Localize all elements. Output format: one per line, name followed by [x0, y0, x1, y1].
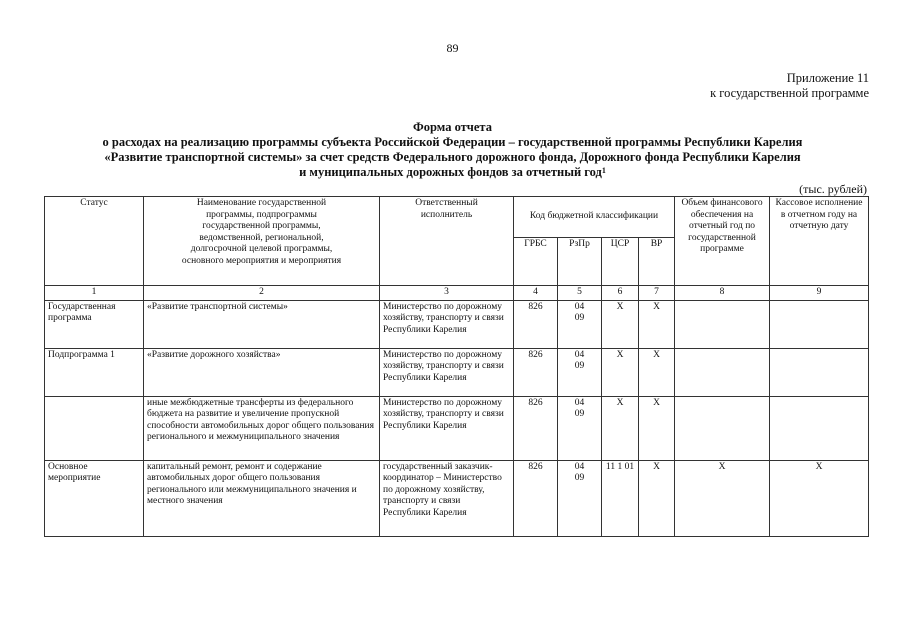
col-number: 7: [639, 286, 675, 301]
report-title: [0, 120, 905, 180]
row-name: «Развитие транспортной системы»: [144, 300, 380, 348]
header-grbs: ГРБС: [514, 238, 558, 286]
row-rzpr-section: 04: [574, 349, 585, 360]
row-volume: [675, 396, 770, 460]
col-number: 1: [45, 286, 144, 301]
row-vr: Х: [639, 460, 675, 536]
row-grbs: 826: [514, 460, 558, 536]
row-rzpr-section: 04: [574, 461, 585, 472]
row-cash: [770, 348, 869, 396]
row-name: «Развитие дорожного хозяйства»: [144, 348, 380, 396]
row-volume: [675, 348, 770, 396]
row-csr: Х: [602, 348, 639, 396]
header-volume: Объем финансового обеспечения на отчетный год по государственной программе: [675, 197, 770, 286]
row-cash: [770, 300, 869, 348]
row-csr: 11 1 01: [602, 460, 639, 536]
row-responsible: государственный заказчик-координатор – Министерство по дорожному хозяйству, транспорту и связи Республики Карелия: [380, 460, 514, 536]
row-rzpr-subsection: 09: [574, 313, 585, 323]
table-row: [45, 396, 869, 460]
row-rzpr-section: 04: [574, 397, 585, 408]
title-line-1: Форма отчета: [413, 120, 492, 134]
row-name: капитальный ремонт, ремонт и содержание автомобильных дорог общего пользования регионального или межмуниципального значения и местного значения: [144, 460, 380, 536]
row-rzpr-subsection: 09: [574, 361, 585, 371]
col-number: 3: [380, 286, 514, 301]
row-cash: Х: [770, 460, 869, 536]
title-line-3: «Развитие транспортной системы» за счет средств Федерального дорожного фонда, Дорожного фонда Республики Карелия: [104, 150, 801, 164]
col-number: 9: [770, 286, 869, 301]
row-volume: Х: [675, 460, 770, 536]
row-name: иные межбюджетные трансферты из федерального бюджета на развитие и увеличение пропускной способности автомобильных дорог общего пользования регионального и межмуниципального значения: [144, 396, 380, 460]
row-status: [45, 396, 144, 460]
col-number: 6: [602, 286, 639, 301]
col-number: 5: [558, 286, 602, 301]
header-rzpr: РзПр: [558, 238, 602, 286]
col-number: 4: [514, 286, 558, 301]
appendix-line-1: Приложение 11: [786, 71, 869, 85]
header-name: Наименование государственной программы, подпрограммы государственной программы, ведомственной, региональной, долгосрочной целевой программы, основного мероприятия и мероприятия: [144, 197, 380, 286]
row-status: Основное мероприятие: [45, 460, 144, 536]
page-number: 89: [446, 41, 459, 55]
row-grbs: 826: [514, 396, 558, 460]
header-vr: ВР: [639, 238, 675, 286]
row-cash: [770, 396, 869, 460]
row-vr: Х: [639, 396, 675, 460]
header-cash: Кассовое исполнение в отчетном году на отчетную дату: [770, 197, 869, 286]
col-number: 2: [144, 286, 380, 301]
title-line-4: [0, 165, 905, 180]
title-line-2: о расходах на реализацию программы субъекта Российской Федерации – государственной программы Республики Карелия: [102, 135, 803, 149]
appendix-label: [710, 71, 869, 101]
table-row: [45, 300, 869, 348]
report-table: [44, 196, 869, 537]
row-status: Государственная программа: [45, 300, 144, 348]
table-row: [45, 348, 869, 396]
row-rzpr: [558, 300, 602, 348]
row-rzpr: [558, 348, 602, 396]
row-rzpr-subsection: 09: [574, 409, 585, 419]
row-rzpr: [558, 460, 602, 536]
footnote-marker: 1: [601, 166, 606, 175]
row-rzpr-section: 04: [574, 301, 585, 312]
row-vr: Х: [639, 348, 675, 396]
row-csr: Х: [602, 300, 639, 348]
title-line-4-text: и муниципальных дорожных фондов за отчетный год: [299, 165, 602, 179]
column-number-row: [45, 286, 869, 301]
row-responsible: Министерство по дорожному хозяйству, транспорту и связи Республики Карелия: [380, 348, 514, 396]
appendix-line-2: к государственной программе: [710, 86, 869, 100]
header-budget-code: Код бюджетной классификации: [514, 197, 675, 238]
row-rzpr: [558, 396, 602, 460]
header-csr: ЦСР: [602, 238, 639, 286]
col-number: 8: [675, 286, 770, 301]
row-responsible: Министерство по дорожному хозяйству, транспорту и связи Республики Карелия: [380, 300, 514, 348]
row-csr: Х: [602, 396, 639, 460]
row-vr: Х: [639, 300, 675, 348]
row-grbs: 826: [514, 300, 558, 348]
header-status: Статус: [45, 197, 144, 286]
row-responsible: Министерство по дорожному хозяйству, транспорту и связи Республики Карелия: [380, 396, 514, 460]
row-volume: [675, 300, 770, 348]
header-row-1: [45, 197, 869, 238]
units-label: (тыс. рублей): [799, 182, 867, 196]
header-responsible: Ответственный исполнитель: [380, 197, 514, 286]
row-rzpr-subsection: 09: [574, 473, 585, 483]
row-status: Подпрограмма 1: [45, 348, 144, 396]
table-row: [45, 460, 869, 536]
row-grbs: 826: [514, 348, 558, 396]
